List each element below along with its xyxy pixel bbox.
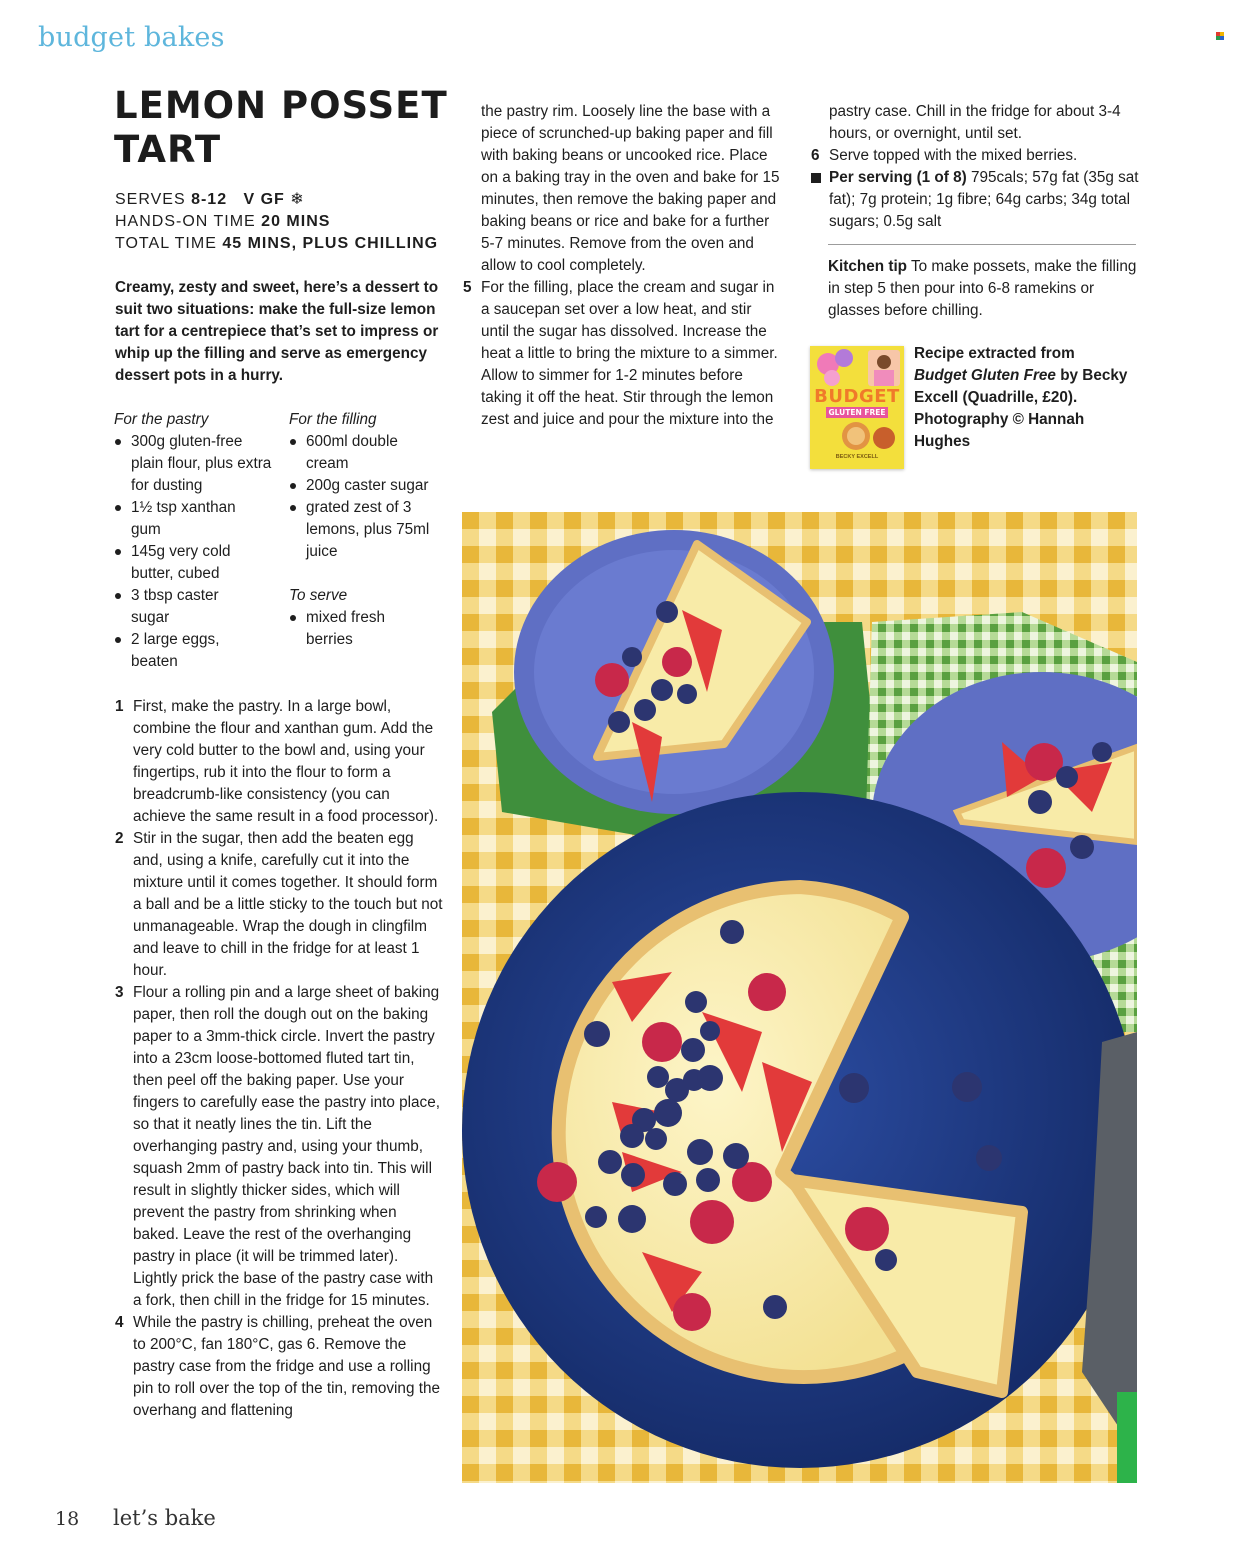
ingredient-item: 1½ tsp xanthan gum	[114, 497, 241, 541]
nutrition-label: Per serving (1 of 8)	[829, 169, 967, 186]
recipe-meta	[115, 189, 455, 255]
filling-heading: For the filling	[289, 411, 377, 428]
total-time-value: 45 MINS, PLUS CHILLING	[222, 235, 439, 252]
tip-label: Kitchen tip	[828, 258, 908, 275]
magazine-title: let’s bake	[113, 1506, 216, 1530]
method-step-5: 5 For the filling, place the cream and sugar in a saucepan set over a low heat, and stir until the sugar has dissolved. Increase the heat a little to bring the mixture to a simmer. Allow to simmer for 1-2 minutes before taking it off the heat. Stir through the lemon zest and juice and pour the mixture into the	[463, 279, 778, 428]
recipe-title: LEMON POSSET TART	[114, 84, 448, 171]
ingredient-item: 600ml double cream	[289, 431, 426, 475]
method-column-1	[115, 696, 445, 1422]
credit-details: by Becky Excell (Quadrille, £20). Photography © Hannah Hughes	[914, 367, 1128, 450]
cover-author: BECKY EXCELL	[835, 454, 879, 460]
nutrition-text: 795cals; 57g fat (35g sat fat); 7g protein; 1g fibre; 64g carbs; 34g total sugars; 0.5g salt	[829, 169, 1139, 230]
page-number: 18	[55, 1508, 80, 1530]
pastry-ingredients	[114, 409, 274, 673]
credit-book-title: Budget Gluten Free	[914, 367, 1056, 384]
method-step-2: 2 Stir in the sugar, then add the beaten egg and, using a knife, carefully cut it into the mixture until it comes together. It should form a ball and be a little sticky to the touch but not unmanageable. Wrap the dough in clingfilm and leave to chill in the fridge for at least 1 hour.	[115, 830, 443, 979]
ingredient-item: mixed fresh berries	[289, 607, 406, 651]
method-step-4-cont: the pastry rim. Loosely line the base with a piece of scrunched-up baking paper and fill with baking beans or uncooked rice. Place on a baking tray in the oven and bake for 15 minutes, then remove the baking paper and baking beans or rice and bake for a further 5-7 minutes. Remove from the oven and allow to cool completely.	[481, 103, 780, 274]
section-tag: budget bakes	[38, 22, 225, 53]
diet-badge: V GF	[243, 191, 285, 208]
filling-ingredients	[289, 409, 449, 651]
method-step-5-cont: pastry case. Chill in the fridge for about 3-4 hours, or overnight, until set.	[829, 103, 1121, 142]
credit-prefix: Recipe extracted from	[914, 345, 1075, 362]
method-column-3	[811, 101, 1141, 233]
ingredient-item: 300g gluten-free plain flour, plus extra for dusting	[114, 431, 274, 497]
method-step-1: 1 First, make the pastry. In a large bowl, combine the flour and xanthan gum. Add the very cold butter to the bowl and, using your fingertips, rub it into the flour to form a breadcrumb-like consistency (you can achieve the same result in a food processor).	[115, 698, 439, 825]
method-step-4: 4 While the pastry is chilling, preheat the oven to 200°C, fan 180°C, gas 6. Remove the pastry case from the fridge and use a rolling pin to roll over the top of the tin, removing the overhang and flattening	[115, 1314, 440, 1419]
hands-on-value: 20 MINS	[261, 213, 331, 230]
ingredient-item: 145g very cold butter, cubed	[114, 541, 274, 585]
pastry-heading: For the pastry	[114, 411, 209, 428]
book-cover-image	[810, 346, 904, 469]
square-bullet-icon	[811, 173, 821, 183]
cover-subtitle: GLUTEN FREE	[826, 407, 888, 418]
divider	[828, 244, 1136, 245]
serves-label: SERVES	[115, 191, 186, 208]
corner-mark-icon	[1216, 32, 1224, 39]
recipe-credit	[914, 343, 1144, 453]
ingredient-item: 200g caster sugar	[289, 475, 449, 497]
kitchen-tip	[828, 256, 1148, 322]
snowflake-icon: ❄	[290, 191, 305, 208]
lemon-tart-photo	[462, 512, 1137, 1483]
ingredient-item: grated zest of 3 lemons, plus 75ml juice	[289, 497, 431, 563]
cover-title: BUDGET	[814, 386, 900, 407]
hands-on-label: HANDS-ON TIME	[115, 213, 256, 230]
nutrition-info	[811, 167, 1141, 233]
method-step-3: 3 Flour a rolling pin and a large sheet of baking paper, then roll the dough out on the baking paper to a 3mm-thick circle. Invert the pastry into a 23cm loose-bottomed fluted tart tin, then peel off the baking paper. Use your fingers to carefully ease the pastry into place, so that it neatly lines the tin. Lift the overhanging pastry and, using your thumb, squash 2mm of pastry back into tin. This will result in slightly thicker sides, which will prevent the pastry from shrinking when baked. Leave the rest of the overhanging pastry in place (it will be trimmed later). Lightly prick the base of the pastry case with a fork, then chill in the fridge for 15 minutes.	[115, 984, 440, 1309]
total-time-label: TOTAL TIME	[115, 235, 217, 252]
serve-heading: To serve	[289, 587, 348, 604]
ingredient-item: 2 large eggs, beaten	[114, 629, 241, 673]
serves-value: 8-12	[191, 191, 228, 208]
method-column-2	[463, 101, 781, 431]
ingredient-item: 3 tbsp caster sugar	[114, 585, 241, 629]
recipe-intro: Creamy, zesty and sweet, here’s a dessert to suit two situations: make the full-size lemon tart for a centrepiece that’s set to impress or whip up the filling and serve as emergency dessert pots in a hurry.	[115, 279, 439, 384]
tip-text: To make possets, make the filling in step 5 then pour into 6-8 ramekins or glasses before chilling.	[828, 258, 1137, 319]
method-step-6: 6 Serve topped with the mixed berries.	[811, 147, 1078, 164]
